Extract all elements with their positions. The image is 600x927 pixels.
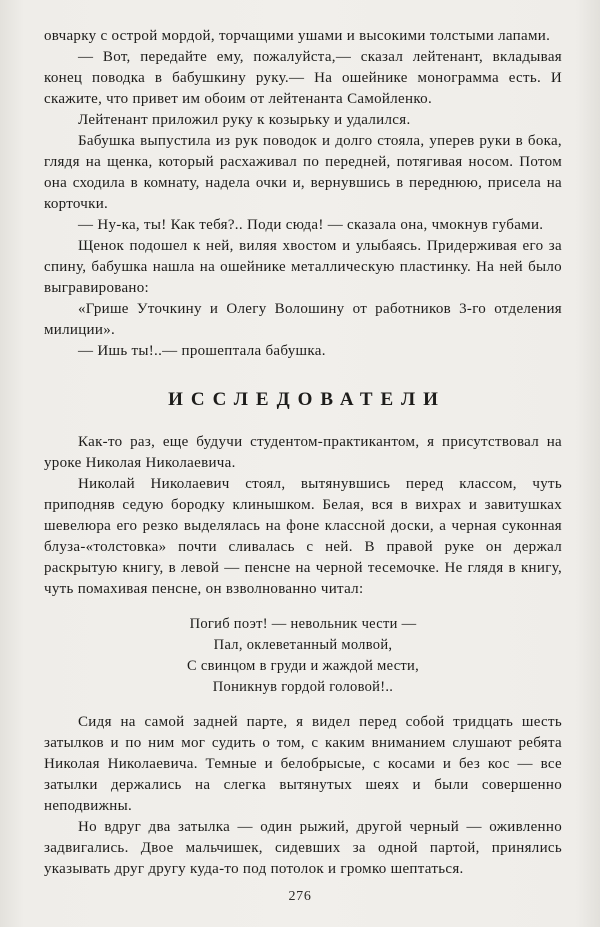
paragraph: «Грише Уточкину и Олегу Волошину от работников 3-го отделения милиции». [44,301,562,338]
paragraph: Но вдруг два затылка — один рыжий, другой черный — оживленно задвигались. Двое мальчишек, сидевших за одной партой, принялись указывать друг другу куда-то под потолок и громко шептаться. [44,819,562,877]
verse-line: С свинцом в груди и жаждой мести, [186,658,420,674]
page-text-block [44,26,562,880]
verse-line: Пал, оклеветанный молвой, [213,637,393,653]
paragraph: — Вот, передайте ему, пожалуйста,— сказал лейтенант, вкладывая конец поводка в бабушкину руку.— На ошейнике монограмма есть. И скажите, что привет им обоим от лейтенанта Самойленко. [44,49,562,107]
paragraph: Сидя на самой задней парте, я видел перед собой тридцать шесть затылков и по ним мог судить о том, с каким вниманием слушают ребята Николая Николаевича. Темные и белобрысые, с косами и без кос — все затылки держались на слегка вытянутых шеях и были совершенно неподвижны. [44,714,562,814]
paragraph: Как-то раз, еще будучи студентом-практикантом, я присутствовал на уроке Николая Николаевича. [44,434,562,471]
verse-block [44,614,562,698]
paragraph: Лейтенант приложил руку к козырьку и удалился. [78,112,411,128]
paragraph: Бабушка выпустила из рук поводок и долго стояла, уперев руки в бока, глядя на щенка, который расхаживал по передней, потягивая носом. Потом она сходила в комнату, надела очки и, вернувшись в переднюю, присела на корточки. [44,133,562,212]
page-number: 276 [288,889,312,904]
chapter-heading: ИССЛЕДОВАТЕЛИ [168,389,446,410]
verse-line: Погиб поэт! — невольник чести — [189,616,417,632]
paragraph: овчарку с острой мордой, торчащими ушами и высокими толстыми лапами. [44,28,551,44]
paragraph: — Ишь ты!..— прошептала бабушка. [78,343,326,359]
paragraph: — Ну-ка, ты! Как тебя?.. Поди сюда! — сказала она, чмокнув губами. [78,217,544,233]
verse-line: Поникнув гордой головой!.. [212,679,394,695]
paragraph: Николай Николаевич стоял, вытянувшись перед классом, чуть приподняв седую бородку клинышком. Белая, вся в вихрах и завитушках шевелюра его резко выделялась на фоне классной доски, а черная суконная блуза-«толстовка» почти сливалась с ней. В правой руке он держал раскрытую книгу, в левой — пенсне на черной тесемочке. Не глядя в книгу, чуть помахивая пенсне, он взволнованно читал: [44,476,562,597]
paragraph: Щенок подошел к ней, виляя хвостом и улыбаясь. Придерживая его за спину, бабушка нашла на ошейнике металлическую пластинку. На ней было выгравировано: [44,238,562,296]
